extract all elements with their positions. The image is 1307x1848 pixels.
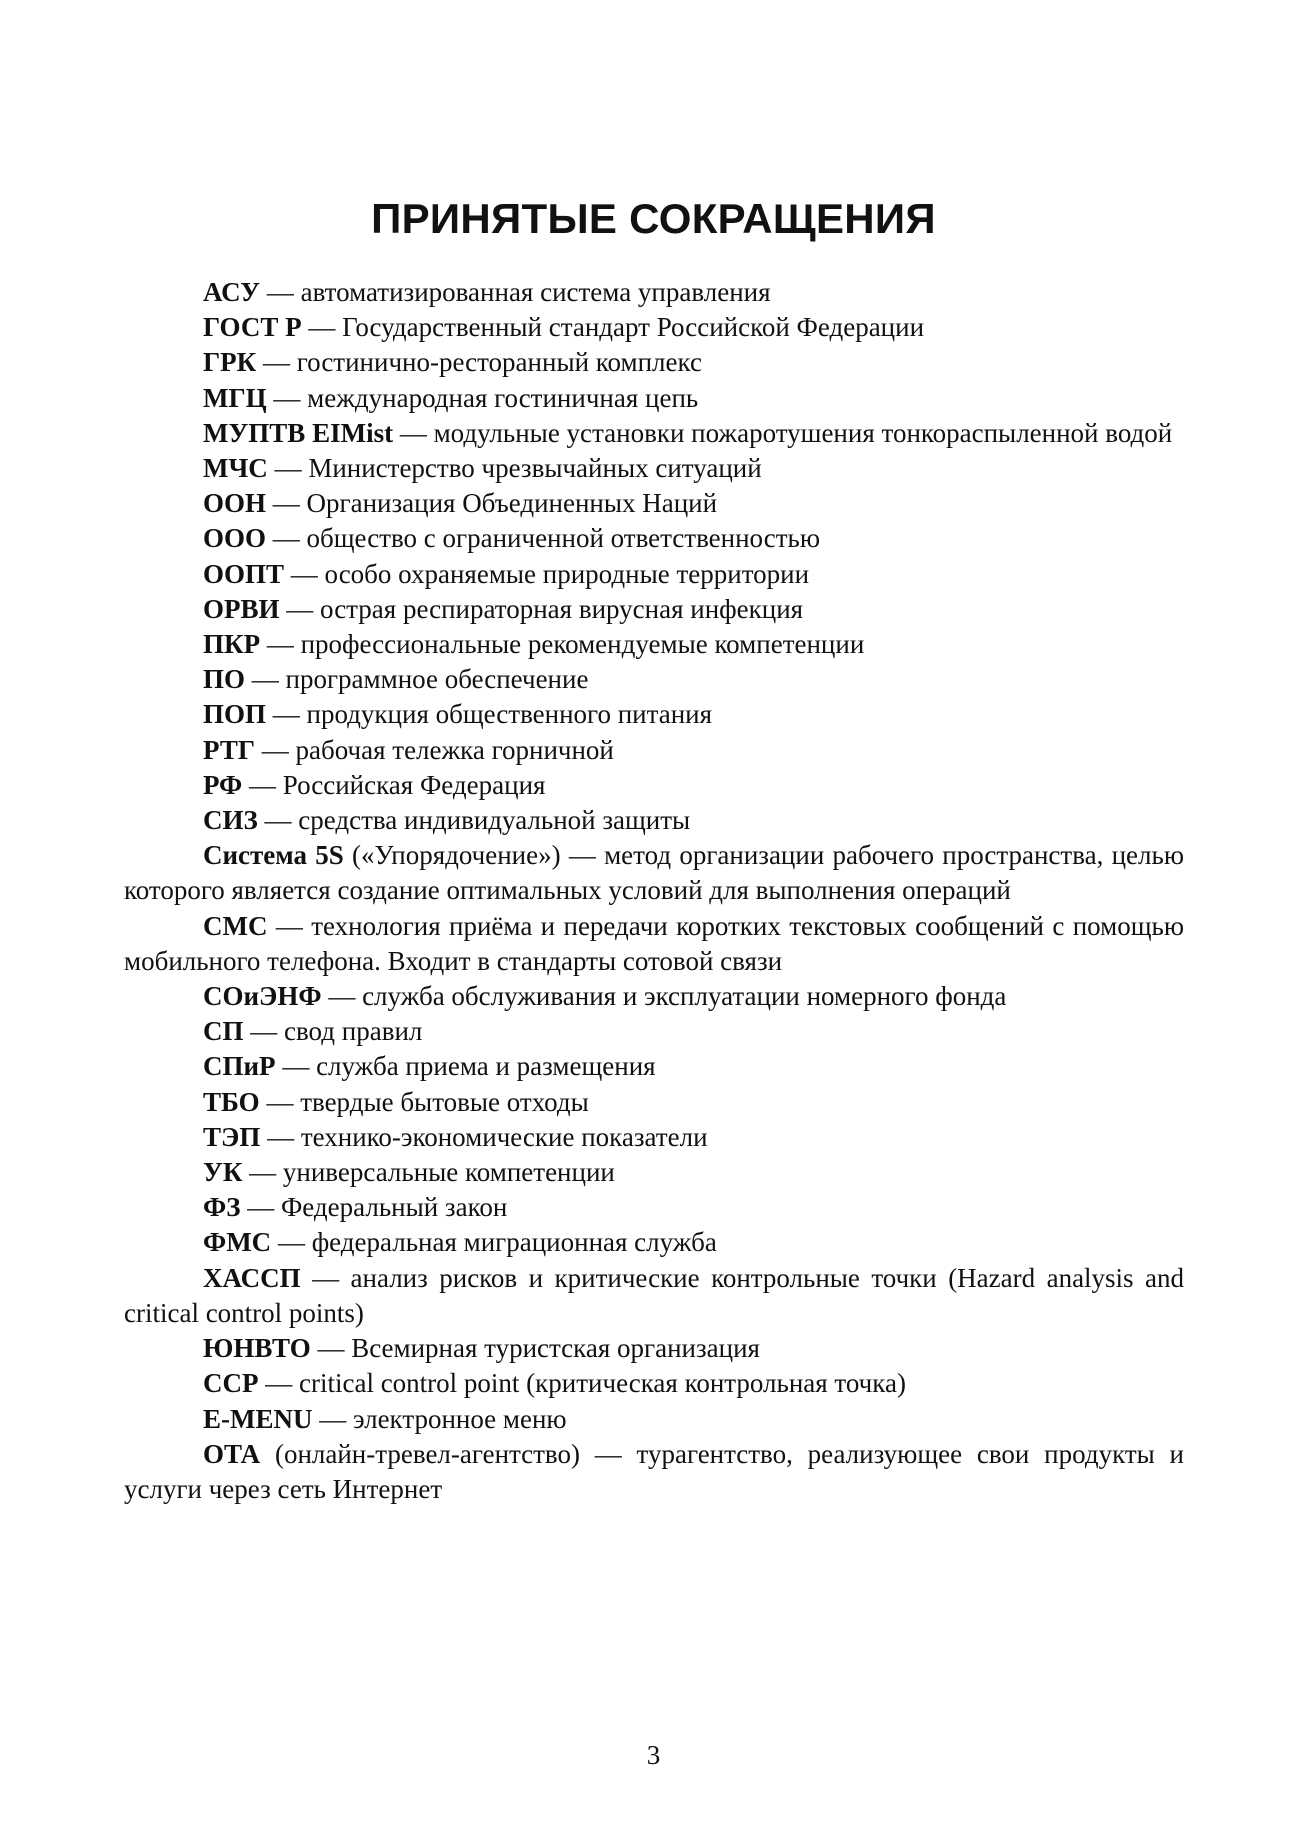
abbreviation-definition: — универсальные компетенции — [242, 1157, 615, 1188]
abbreviation-entry — [124, 697, 1184, 732]
abbreviation-entry — [124, 345, 1184, 380]
abbreviation-term: АСУ — [203, 277, 261, 307]
abbreviation-entry — [124, 768, 1184, 803]
abbreviation-entry — [124, 1155, 1184, 1190]
abbreviation-term: СМС — [203, 910, 268, 941]
abbreviation-definition: — профессиональные рекомендуемые компетенции — [260, 629, 865, 660]
abbreviation-term: РФ — [203, 769, 243, 800]
abbreviation-term: СПиР — [203, 1051, 276, 1082]
abbreviation-entry — [124, 1331, 1184, 1366]
abbreviation-definition: — острая респираторная вирусная инфекция — [279, 593, 804, 624]
abbreviation-entry — [124, 1366, 1184, 1401]
abbreviation-definition: — средства индивидуальной защиты — [257, 805, 691, 836]
abbreviation-definition: — Всемирная туристская организация — [310, 1333, 760, 1364]
abbreviation-definition: — Федеральный закон — [240, 1192, 508, 1223]
abbreviation-definition: — общество с ограниченной ответственностью — [266, 523, 820, 554]
abbreviation-entry — [124, 1437, 1184, 1507]
abbreviation-term: ООПТ — [203, 558, 285, 589]
abbreviation-entry — [124, 275, 1184, 310]
abbreviation-definition: — анализ рисков и критические контрольные точки (Hazard analysis and critical control points) — [124, 1262, 1184, 1328]
abbreviation-term: ФМС — [203, 1227, 272, 1258]
abbreviation-definition: — твердые бытовые отходы — [259, 1086, 589, 1117]
abbreviation-term: Система 5S — [203, 840, 344, 871]
abbreviation-definition: — продукция общественного питания — [266, 699, 713, 730]
abbreviation-term: ОТА — [203, 1438, 261, 1469]
abbreviation-definition: — электронное меню — [312, 1403, 567, 1434]
abbreviation-term: E-MENU — [203, 1403, 313, 1434]
abbreviation-definition: — федеральная миграционная служба — [271, 1227, 717, 1258]
abbreviation-definition: — технология приёма и передачи коротких текстовых сообщений с помощью мобильного телефона. Входит в стандарты сотовой связи — [124, 910, 1184, 976]
abbreviation-definition: — модульные установки пожаротушения тонкораспыленной водой — [393, 417, 1173, 448]
abbreviation-term: ФЗ — [203, 1192, 241, 1223]
abbreviation-entry — [124, 979, 1184, 1014]
abbreviation-term: УК — [203, 1157, 243, 1188]
abbreviation-definition: — особо охраняемые природные территории — [284, 558, 810, 589]
abbreviation-definition: — свод правил — [243, 1016, 423, 1047]
abbreviation-entry — [124, 1014, 1184, 1049]
abbreviation-definition: — технико-экономические показатели — [260, 1121, 708, 1152]
abbreviation-definition: — программное обеспечение — [245, 664, 589, 695]
abbreviation-entry — [124, 592, 1184, 627]
abbreviation-definition: (онлайн-тревел-агентство) — турагентство, реализующее свои продукты и услуги через сеть Интернет — [124, 1438, 1184, 1504]
abbreviation-definition: («Упорядочение») — метод организации рабочего пространства, целью которого является создание оптимальных условий для выполнения операций — [124, 840, 1184, 906]
abbreviation-term: ООН — [203, 488, 267, 519]
abbreviation-term: ЮНВТО — [203, 1333, 311, 1364]
abbreviation-term: РТГ — [203, 734, 256, 765]
abbreviation-entry — [124, 662, 1184, 697]
abbreviation-definition: — международная гостиничная цепь — [266, 382, 699, 413]
abbreviation-entry — [124, 486, 1184, 521]
abbreviation-entry — [124, 310, 1184, 345]
abbreviation-term: ПОП — [203, 699, 267, 730]
abbreviation-entry — [124, 838, 1184, 908]
abbreviation-term: СП — [203, 1016, 244, 1047]
abbreviation-term: ООО — [203, 523, 267, 554]
abbreviation-entry — [124, 627, 1184, 662]
abbreviation-entry — [124, 1402, 1184, 1437]
page-number: 3 — [646, 1740, 661, 1770]
abbreviation-definition: — автоматизированная система управления — [260, 277, 771, 307]
abbreviation-term: МЧС — [203, 453, 268, 484]
abbreviation-term: СОиЭНФ — [203, 981, 322, 1012]
abbreviation-entry — [124, 909, 1184, 979]
abbreviation-term: ТЭП — [203, 1121, 261, 1152]
abbreviation-term: CCP — [203, 1368, 259, 1399]
abbreviation-term: ПКР — [203, 629, 261, 660]
abbreviation-entry — [124, 1190, 1184, 1225]
abbreviation-entry — [124, 1085, 1184, 1120]
abbreviation-entry — [124, 1261, 1184, 1331]
abbreviation-term: СИЗ — [203, 805, 258, 836]
abbreviation-definition: — Государственный стандарт Российской Федерации — [301, 312, 925, 343]
abbreviation-list — [124, 275, 1184, 1507]
abbreviation-entry — [124, 381, 1184, 416]
abbreviation-term: ПО — [203, 664, 246, 695]
abbreviation-term: ГРК — [203, 347, 257, 378]
abbreviation-entry — [124, 416, 1184, 451]
abbreviation-entry — [124, 1225, 1184, 1260]
abbreviation-entry — [124, 557, 1184, 592]
abbreviation-entry — [124, 451, 1184, 486]
abbreviation-entry — [124, 733, 1184, 768]
abbreviation-definition: — Министерство чрезвычайных ситуаций — [267, 453, 762, 484]
abbreviation-definition: — Российская Федерация — [242, 769, 546, 800]
abbreviation-definition: — рабочая тележка горничной — [255, 734, 614, 765]
abbreviation-definition: — служба приема и размещения — [275, 1051, 656, 1082]
abbreviation-term: ГОСТ Р — [203, 312, 302, 343]
abbreviation-definition: — гостинично-ресторанный комплекс — [256, 347, 702, 378]
abbreviation-entry — [124, 803, 1184, 838]
abbreviation-term: ХАССП — [203, 1262, 301, 1293]
abbreviation-entry — [124, 1120, 1184, 1155]
page-title: ПРИНЯТЫЕ СОКРАЩЕНИЯ — [371, 195, 936, 242]
abbreviation-entry — [124, 1049, 1184, 1084]
abbreviation-definition: — Организация Объединенных Наций — [266, 488, 718, 519]
abbreviation-term: ОРВИ — [203, 593, 280, 624]
abbreviation-entry — [124, 521, 1184, 556]
abbreviation-term: ТБО — [203, 1086, 260, 1117]
abbreviation-term: МУПТВ EIMist — [203, 417, 394, 448]
abbreviation-definition: — служба обслуживания и эксплуатации номерного фонда — [321, 981, 1007, 1012]
abbreviation-term: МГЦ — [203, 382, 267, 413]
abbreviation-definition: — critical control point (критическая контрольная точка) — [258, 1368, 906, 1399]
